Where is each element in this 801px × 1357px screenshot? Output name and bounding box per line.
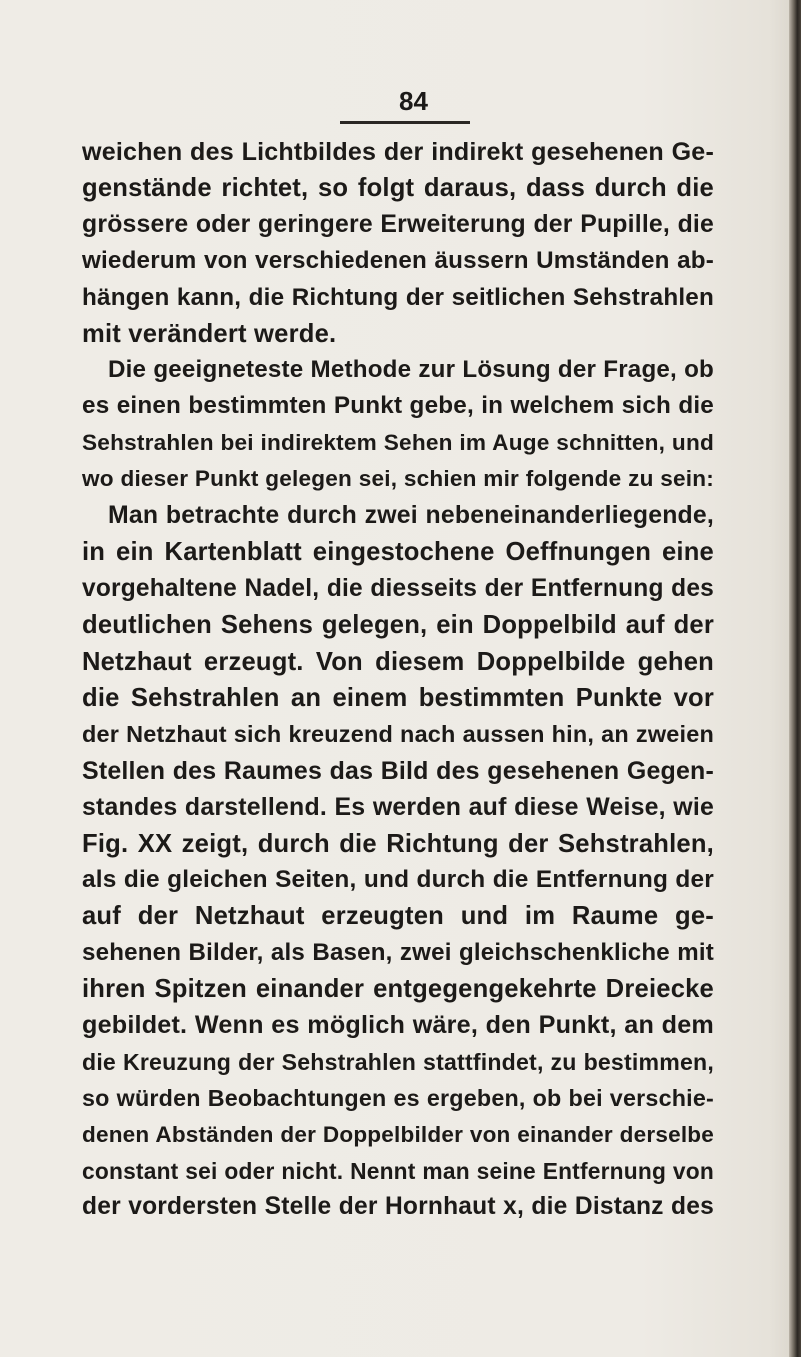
text-line: der vordersten Stelle der Hornhaut x, die Distanz des <box>82 1193 714 1221</box>
text-line: ihren Spitzen einander entgegengekehrte Dreiecke <box>82 975 714 1004</box>
header-rule <box>340 121 470 124</box>
text-line: vorgehaltene Nadel, die diesseits der Entfernung des <box>82 574 714 602</box>
text-line: weichen des Lichtbildes der indirekt gesehenen Ge- <box>82 138 714 166</box>
text-line: die Kreuzung der Sehstrahlen stattfindet, zu bestimmen, <box>82 1048 714 1075</box>
text-line: Die geeigneteste Methode zur Lösung der Frage, ob <box>108 356 714 383</box>
text-line: constant sei oder nicht. Nennt man seine Entfernung von <box>82 1158 714 1185</box>
text-line: auf der Netzhaut erzeugten und im Raume ge- <box>82 902 714 931</box>
text-line: die Sehstrahlen an einem bestimmten Punkte vor <box>82 683 714 712</box>
text-line: deutlichen Sehens gelegen, ein Doppelbild auf der <box>82 611 714 640</box>
page-edge-shadow <box>789 0 801 1357</box>
text-line: wiederum von verschiedenen äussern Umständen ab- <box>82 247 714 275</box>
text-line: Fig. XX zeigt, durch die Richtung der Sehstrahlen, <box>82 829 714 858</box>
text-line: Sehstrahlen bei indirektem Sehen im Auge schnitten, und <box>82 429 714 455</box>
text-line: als die gleichen Seiten, und durch die Entfernung der <box>82 865 714 893</box>
text-line: so würden Beobachtungen es ergeben, ob bei verschie- <box>82 1085 714 1112</box>
paragraph-2 <box>82 352 714 498</box>
paragraph-3 <box>82 498 714 1226</box>
text-line: sehenen Bilder, als Basen, zwei gleichschenkliche mit <box>82 938 714 966</box>
page-number: 84 <box>399 86 428 116</box>
text-line: genstände richtet, so folgt daraus, dass durch die <box>82 174 714 203</box>
text-line: Netzhaut erzeugt. Von diesem Doppelbilde gehen <box>82 647 714 676</box>
text-line: es einen bestimmten Punkt gebe, in welchem sich die <box>82 392 714 420</box>
text-line: denen Abständen der Doppelbilder von einander derselbe <box>82 1121 714 1147</box>
text-line: gebildet. Wenn es möglich wäre, den Punkt, an dem <box>82 1011 714 1040</box>
paragraph-1 <box>82 134 714 352</box>
text-line: der Netzhaut sich kreuzend nach aussen hin, an zweien <box>82 721 714 748</box>
text-line: hängen kann, die Richtung der seitlichen Sehstrahlen <box>82 283 714 311</box>
text-line: mit verändert werde. <box>82 319 337 348</box>
text-line: grössere oder geringere Erweiterung der Pupille, die <box>82 210 714 238</box>
text-line: Man betrachte durch zwei nebeneinanderliegende, <box>108 502 714 529</box>
text-line: standes darstellend. Es werden auf diese Weise, wie <box>82 793 714 822</box>
text-line: wo dieser Punkt gelegen sei, schien mir folgende zu sein: <box>82 466 714 492</box>
text-line: Stellen des Raumes das Bild des gesehenen Gegen- <box>82 756 714 785</box>
text-line: in ein Kartenblatt eingestochene Oeffnungen eine <box>82 538 714 567</box>
